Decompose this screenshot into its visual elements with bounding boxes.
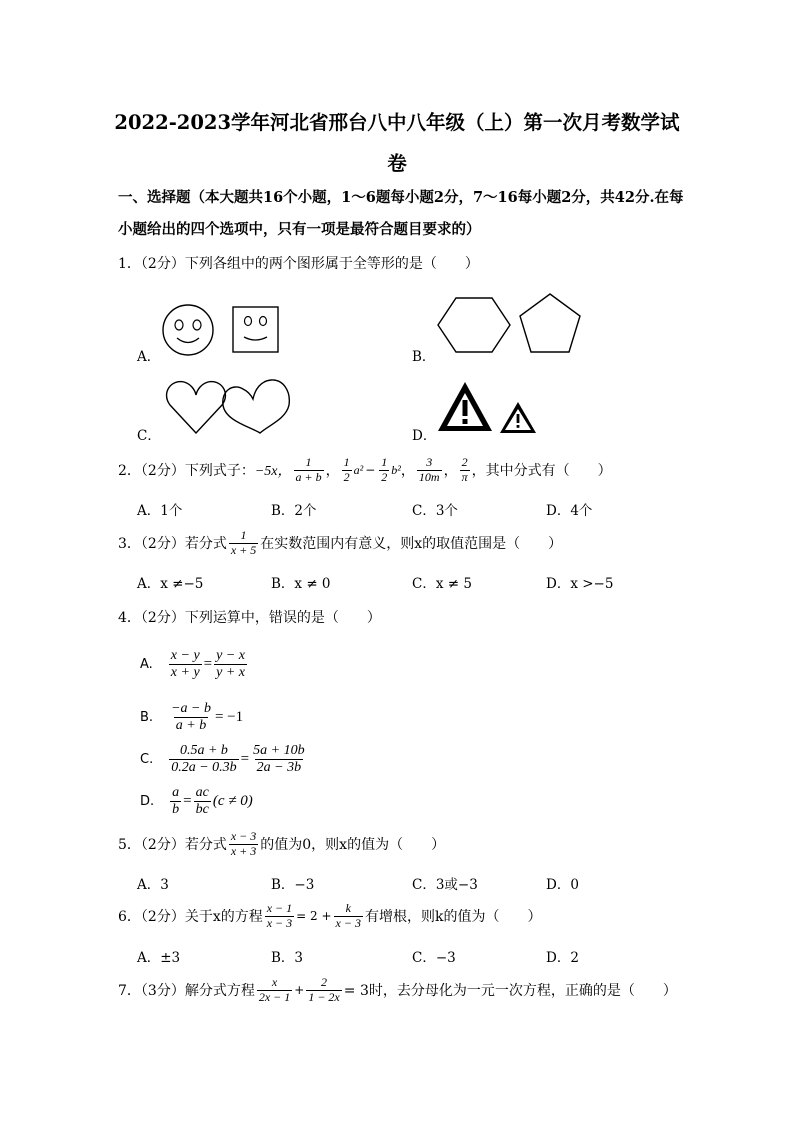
q5-prefix: 5．（2分）若分式: [118, 837, 227, 853]
q4-a-eq: =: [203, 656, 213, 673]
q2-f1-den: a + b: [295, 469, 322, 484]
q7-plus: +: [294, 983, 305, 997]
q4-b-eq: = −1: [214, 709, 244, 726]
q3-option-b: B．x ≠ 0: [271, 576, 331, 592]
q2-h2-num: 1: [381, 454, 388, 469]
q7-mid: = 3时，去分母化为一元一次方程，正确的是（ ）: [343, 983, 677, 999]
q4-d-ld: b: [172, 802, 180, 818]
q7-fraction-2: [306, 976, 341, 1005]
q4-d-left: [170, 785, 181, 818]
q4-c-eq: =: [240, 751, 250, 768]
q7-num-2: 2: [321, 974, 328, 989]
q4-option-c: [140, 743, 309, 776]
q3-option-c: C．x ≠ 5: [412, 576, 472, 592]
q4-d-rd: bc: [195, 802, 209, 818]
q4-b-label: B.: [140, 710, 154, 726]
q2-fraction-3: [417, 456, 442, 485]
q2-stem: [118, 452, 612, 488]
q4-option-d: [140, 785, 253, 818]
q6-k-den: x − 3: [335, 915, 361, 930]
q2-sep-2: ，: [400, 463, 415, 479]
q4-d-ln: a: [172, 785, 180, 800]
q3-stem: [118, 525, 562, 561]
q4-d-label: D.: [140, 794, 155, 810]
q2-sep-1: ，: [325, 463, 340, 479]
q1-stem: 1．（2分）下列各组中的两个图形属于全等形的是（ ）: [118, 256, 479, 272]
q4-c-left: [169, 743, 238, 776]
q4-c-rn: 5a + 10b: [253, 743, 305, 758]
q5-num: x − 3: [230, 828, 257, 843]
section-heading-cont: 小题给出的四个选项中，只有一项是最符合题目要求的）: [118, 221, 481, 238]
q6-fraction-right: [334, 902, 363, 931]
smiley-circle-square-icon: [160, 303, 280, 359]
q4-option-b: [140, 701, 243, 734]
q6-stem: [118, 898, 541, 934]
q7-num-1: x: [271, 974, 278, 989]
q2-half-1: [342, 456, 352, 485]
q2-minus: −: [365, 463, 376, 477]
q2-prefix: 2．（2分）下列式子：: [118, 463, 255, 479]
q2-f3-num: 3: [426, 454, 433, 469]
q3-suffix: 在实数范围内有意义，则x的取值范围是（ ）: [260, 536, 563, 552]
q6-k-num: k: [345, 900, 351, 915]
section-heading: 一、选择题（本大题共16个小题，1～6题每小题2分，7～16每小题2分，共42分.在每: [118, 189, 684, 206]
q4-a-ld: x + y: [170, 665, 200, 681]
q7-stem: [118, 972, 677, 1008]
q3-option-d: D．x >−5: [546, 576, 614, 592]
q2-half-2: [379, 456, 389, 485]
q4-stem: 4．（2分）下列运算中，错误的是（ ）: [118, 610, 381, 626]
q2-h1-den: 2: [343, 469, 350, 484]
page-title-cont: 卷: [387, 152, 407, 175]
q2-f1-num: 1: [305, 454, 312, 469]
q2-f4-num: 2: [461, 454, 468, 469]
q4-a-rn: y − x: [216, 648, 246, 663]
q3-option-a: A．x ≠−5: [137, 576, 204, 592]
q4-c-right: [251, 743, 306, 776]
hearts-icon: [165, 377, 295, 435]
q4-c-rd: 2a − 3b: [256, 760, 302, 776]
q4-b-ld: a + b: [175, 718, 207, 734]
warning-triangles-icon: [438, 380, 538, 434]
q2-option-d: D．4个: [546, 503, 593, 519]
q2-h1-num: 1: [343, 454, 350, 469]
q5-option-d: D．0: [546, 877, 579, 893]
q2-f3-den: 10m: [418, 469, 440, 484]
hexagon-pentagon-icon: [440, 292, 585, 358]
q6-option-d: D．2: [546, 950, 579, 966]
q2-h2-den: 2: [381, 469, 388, 484]
q6-mid: = 2 +: [296, 909, 332, 923]
q4-d-cond: (c ≠ 0): [212, 793, 253, 810]
q4-b-ln: −a − b: [171, 701, 211, 716]
q2-fraction-1: [294, 456, 324, 485]
q4-c-ln: 0.5a + b: [179, 743, 228, 758]
q6-prefix: 6．（2分）关于x的方程: [118, 909, 263, 925]
q5-option-c: C．3或−3: [412, 877, 478, 893]
q4-d-rn: ac: [195, 785, 209, 800]
q6-num: x − 1: [266, 900, 293, 915]
q5-option-a: A．3: [137, 877, 169, 893]
q6-option-c: C．−3: [412, 950, 456, 966]
q4-c-ld: 0.2a − 0.3b: [171, 760, 237, 776]
q6-fraction-left: [265, 902, 294, 931]
q7-prefix: 7．（3分）解分式方程: [118, 983, 255, 999]
q1-option-c-label: C．: [137, 428, 161, 444]
q5-fraction: [229, 830, 258, 859]
q2-suffix: ，其中分式有（ ）: [471, 463, 612, 479]
q5-option-b: B．−3: [271, 877, 315, 893]
q2-option-a: A．1个: [137, 503, 183, 519]
q5-suffix: 的值为0，则x的值为（ ）: [260, 837, 446, 853]
q4-a-ln: x − y: [170, 648, 200, 663]
q4-a-right: [214, 648, 247, 681]
q4-d-eq: =: [183, 793, 192, 810]
q2-option-b: B．2个: [271, 503, 317, 519]
q3-den: x + 5: [230, 542, 257, 557]
q6-suffix: 有增根，则k的值为（ ）: [364, 909, 542, 925]
q4-d-right: [194, 785, 211, 818]
q6-den: x − 3: [266, 915, 293, 930]
q2-a2: a²: [353, 462, 364, 477]
q7-fraction-1: [257, 976, 292, 1005]
q1-option-d-label: D．: [412, 428, 437, 444]
q6-option-a: A．±3: [137, 950, 181, 966]
q2-expr1: −5x，: [254, 464, 292, 479]
q2-option-c: C．3个: [412, 503, 458, 519]
q4-option-a: [140, 648, 249, 681]
q4-a-left: [169, 648, 202, 681]
q7-den-1: 2x − 1: [258, 989, 291, 1004]
q2-fraction-4: [460, 456, 470, 485]
q2-b2: b²: [391, 462, 401, 477]
q7-den-2: 1 − 2x: [308, 989, 340, 1004]
q5-stem: [118, 826, 445, 862]
q4-b-left: [169, 701, 213, 734]
q4-a-label: A.: [140, 657, 153, 673]
q3-fraction: [229, 529, 258, 558]
q2-sep-3: ，: [443, 463, 458, 479]
q1-option-b-label: B．: [412, 349, 436, 365]
q1-option-a-label: A．: [137, 349, 161, 365]
page-title: 2022-2023学年河北省邢台八中八年级（上）第一次月考数学试: [114, 111, 680, 134]
q4-c-label: C.: [140, 752, 154, 768]
q3-prefix: 3．（2分）若分式: [118, 536, 227, 552]
q6-option-b: B．3: [271, 950, 304, 966]
q5-den: x + 3: [230, 843, 257, 858]
q2-f4-den: π: [461, 469, 468, 484]
q4-a-rd: y + x: [216, 665, 246, 681]
q3-num: 1: [240, 527, 247, 542]
